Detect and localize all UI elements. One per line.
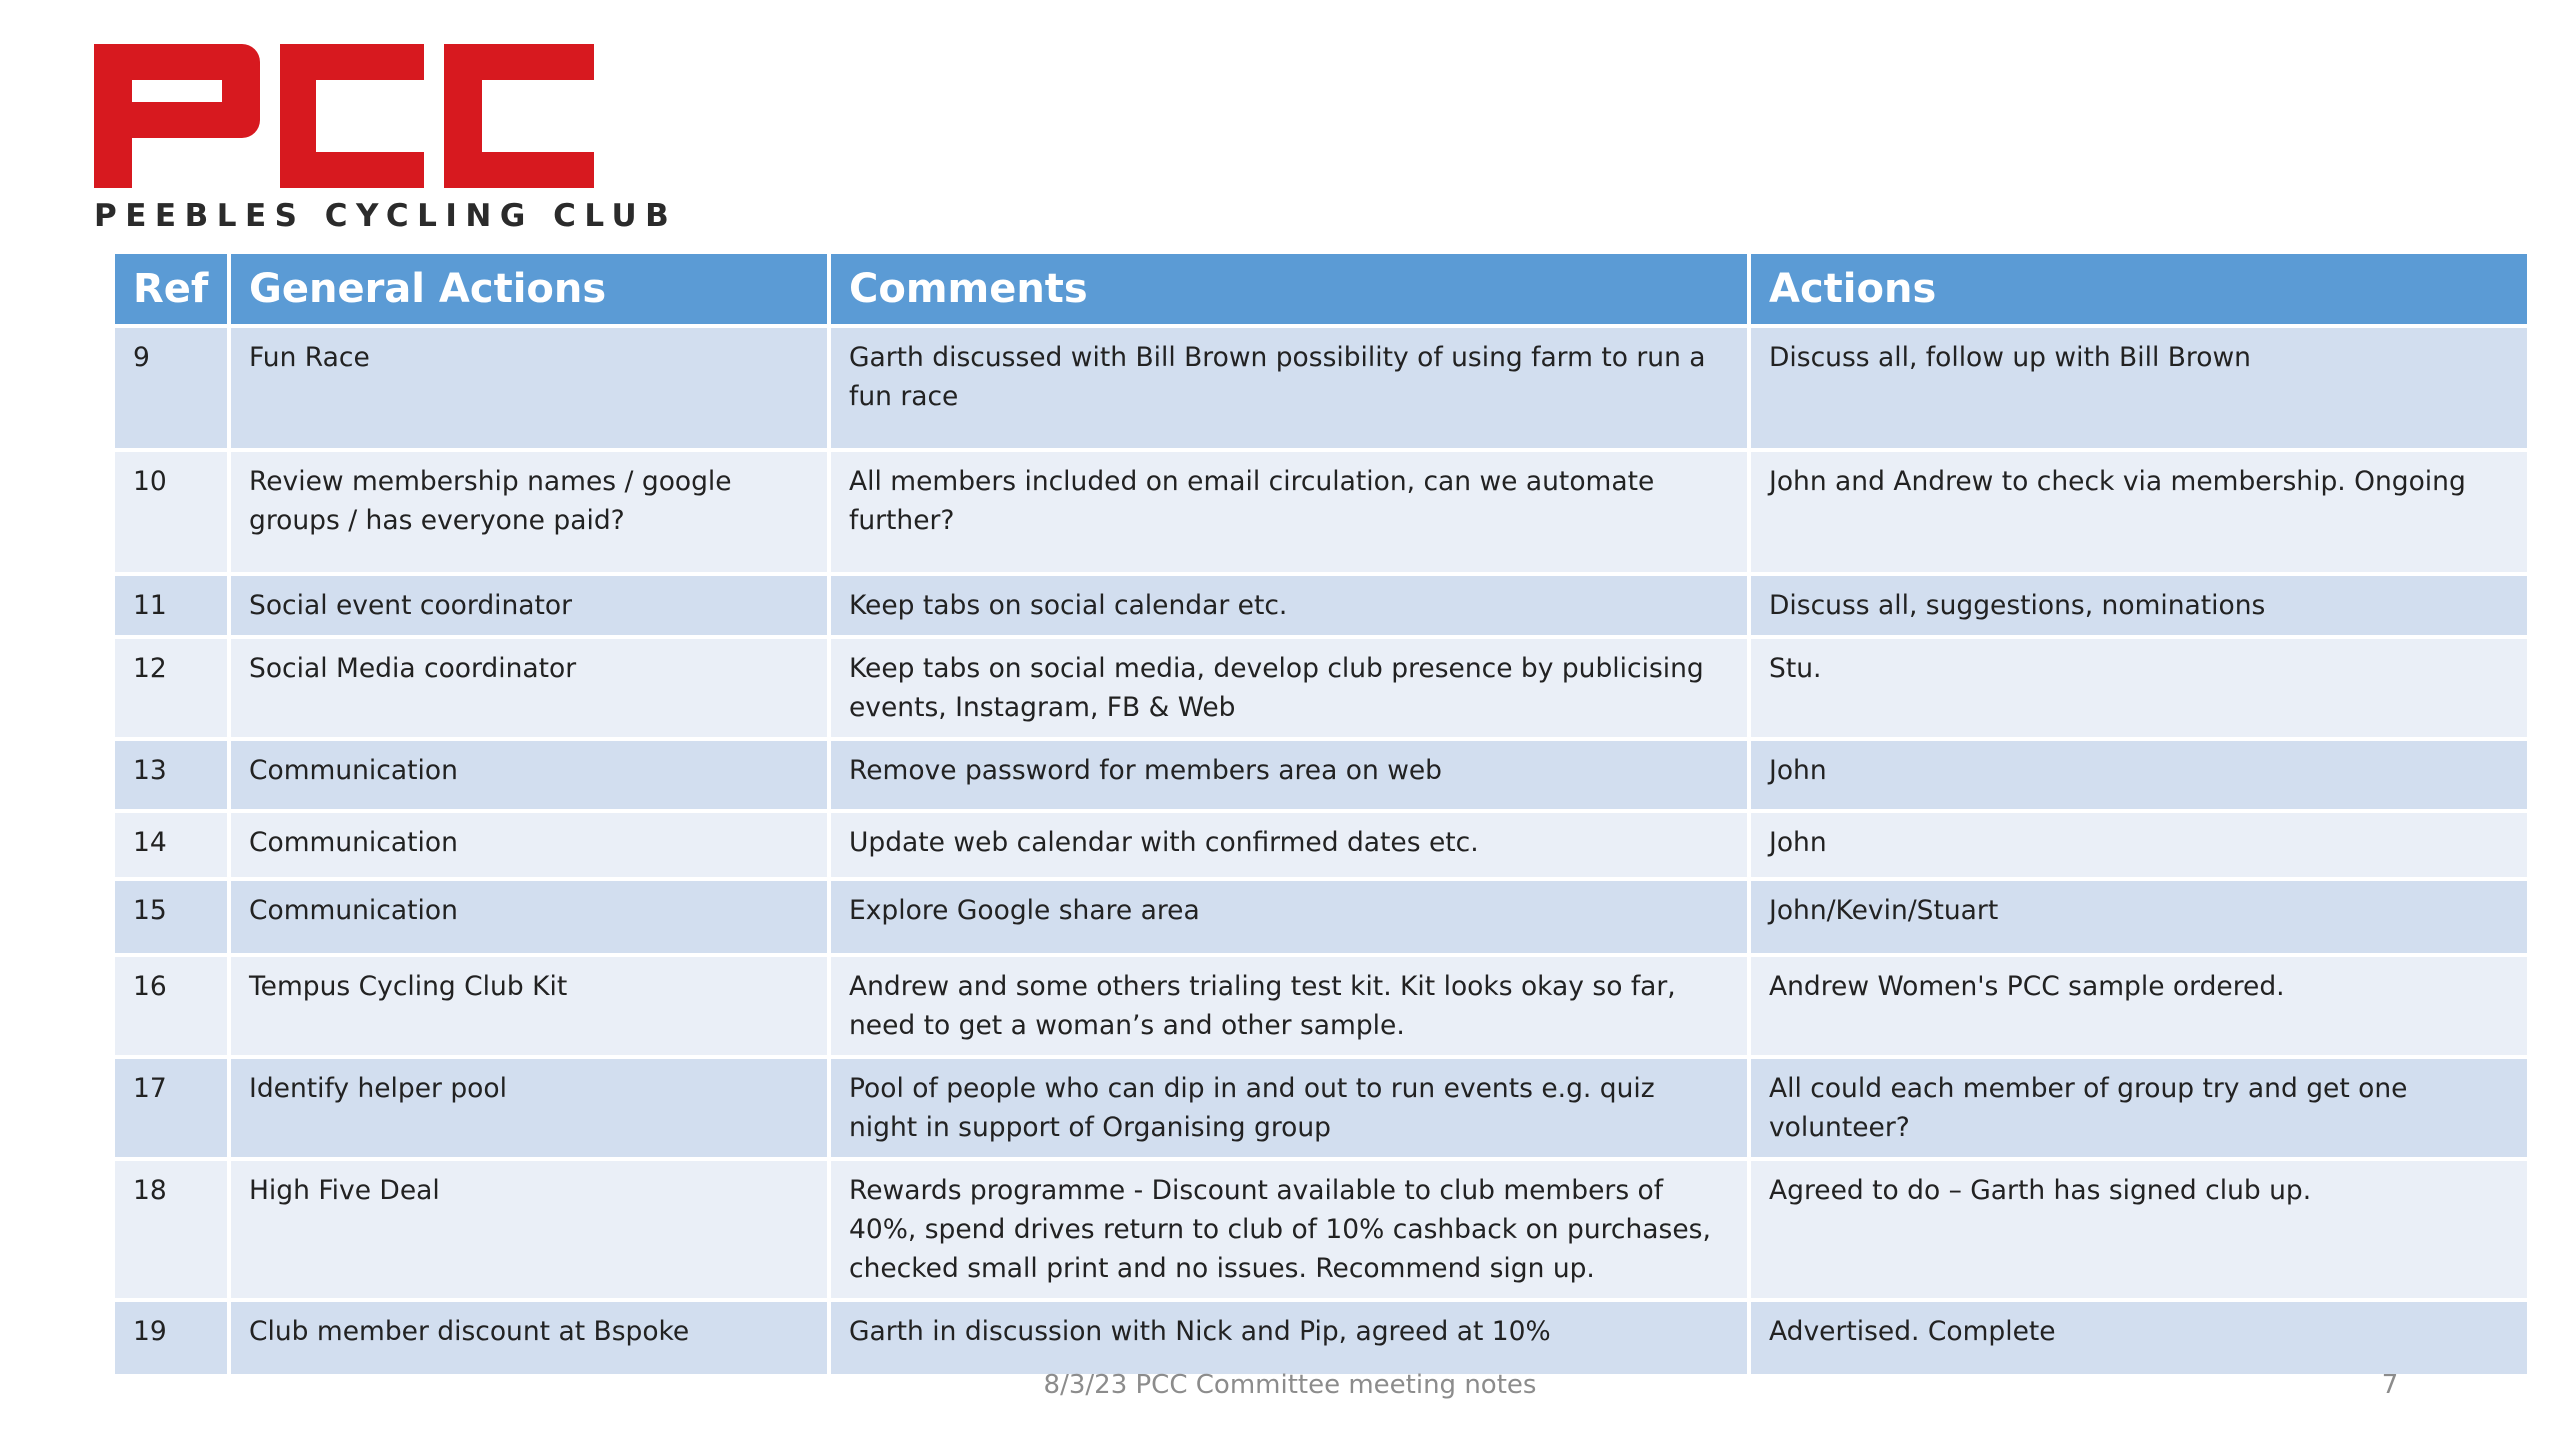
cell-ref: 12 [115, 639, 227, 737]
table-row [115, 813, 2527, 877]
header-ref: Ref [115, 254, 227, 324]
cell-action: All could each member of group try and get one volunteer? [1751, 1059, 2527, 1157]
table-row [115, 1161, 2527, 1298]
table-row [115, 639, 2527, 737]
pcc-letters-graphic [94, 44, 594, 194]
table-row [115, 957, 2527, 1055]
logo-wordmark: PEEBLES CYCLING CLUB [94, 198, 678, 234]
table-row [115, 452, 2527, 572]
cell-ref: 17 [115, 1059, 227, 1157]
cell-action: Stu. [1751, 639, 2527, 737]
header-comments: Comments [831, 254, 1747, 324]
cell-ref: 15 [115, 881, 227, 953]
cell-general-action: Fun Race [231, 328, 827, 448]
cell-general-action: Social event coordinator [231, 576, 827, 635]
header-general-actions: General Actions [231, 254, 827, 324]
cell-comment: Keep tabs on social calendar etc. [831, 576, 1747, 635]
cell-general-action: Communication [231, 813, 827, 877]
cell-general-action: Communication [231, 881, 827, 953]
cell-comment: All members included on email circulation, can we automate further? [831, 452, 1747, 572]
page-number: 7 [2381, 1370, 2399, 1400]
cell-comment: Rewards programme - Discount available to club members of 40%, spend drives return to club of 10% cashback on purchases, checked small print and no issues. Recommend sign up. [831, 1161, 1747, 1298]
cell-action: Advertised. Complete [1751, 1302, 2527, 1374]
cell-ref: 18 [115, 1161, 227, 1298]
cell-action: John and Andrew to check via membership. Ongoing [1751, 452, 2527, 572]
cell-general-action: Club member discount at Bspoke [231, 1302, 827, 1374]
cell-ref: 9 [115, 328, 227, 448]
cell-comment: Garth discussed with Bill Brown possibility of using farm to run a fun race [831, 328, 1747, 448]
header-actions: Actions [1751, 254, 2527, 324]
cell-general-action: Tempus Cycling Club Kit [231, 957, 827, 1055]
cell-ref: 14 [115, 813, 227, 877]
table-row [115, 328, 2527, 448]
table-row [115, 741, 2527, 809]
cell-action: Agreed to do – Garth has signed club up. [1751, 1161, 2527, 1298]
cell-action: Discuss all, suggestions, nominations [1751, 576, 2527, 635]
cell-ref: 13 [115, 741, 227, 809]
cell-comment: Keep tabs on social media, develop club presence by publicising events, Instagram, FB & Web [831, 639, 1747, 737]
cell-general-action: Communication [231, 741, 827, 809]
cell-general-action: Identify helper pool [231, 1059, 827, 1157]
table-header-row [115, 254, 2527, 324]
cell-general-action: Social Media coordinator [231, 639, 827, 737]
pcc-logo [94, 44, 678, 234]
cell-action: Andrew Women's PCC sample ordered. [1751, 957, 2527, 1055]
cell-ref: 10 [115, 452, 227, 572]
table-row [115, 881, 2527, 953]
cell-general-action: Review membership names / google groups / has everyone paid? [231, 452, 827, 572]
cell-comment: Explore Google share area [831, 881, 1747, 953]
cell-comment: Pool of people who can dip in and out to run events e.g. quiz night in support of Organising group [831, 1059, 1747, 1157]
cell-action: John [1751, 741, 2527, 809]
cell-comment: Remove password for members area on web [831, 741, 1747, 809]
cell-comment: Andrew and some others trialing test kit. Kit looks okay so far, need to get a woman’s and other sample. [831, 957, 1747, 1055]
cell-ref: 16 [115, 957, 227, 1055]
cell-action: John [1751, 813, 2527, 877]
cell-ref: 19 [115, 1302, 227, 1374]
table-row [115, 576, 2527, 635]
footer-title: 8/3/23 PCC Committee meeting notes [1043, 1370, 1537, 1400]
cell-ref: 11 [115, 576, 227, 635]
table-row [115, 1059, 2527, 1157]
cell-comment: Garth in discussion with Nick and Pip, agreed at 10% [831, 1302, 1747, 1374]
table-row [115, 1302, 2527, 1374]
cell-action: Discuss all, follow up with Bill Brown [1751, 328, 2527, 448]
cell-comment: Update web calendar with confirmed dates etc. [831, 813, 1747, 877]
actions-table [111, 250, 2531, 1378]
cell-action: John/Kevin/Stuart [1751, 881, 2527, 953]
cell-general-action: High Five Deal [231, 1161, 827, 1298]
